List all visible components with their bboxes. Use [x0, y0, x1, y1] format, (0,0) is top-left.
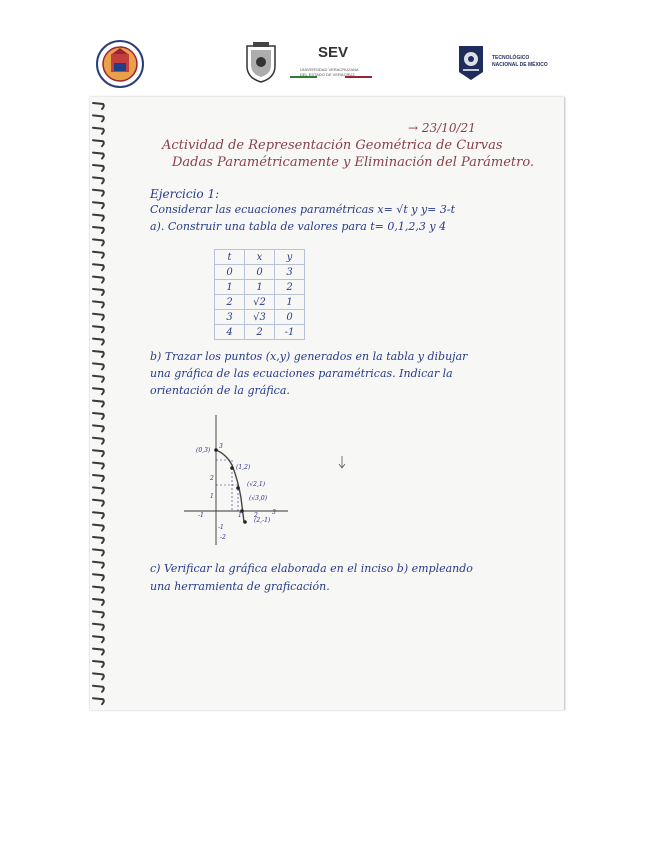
activity-title-line-1: Actividad de Representación Geométrica de Curvas — [162, 138, 503, 153]
table-cell: -1 — [275, 325, 305, 340]
stray-pen-mark — [338, 455, 346, 469]
graph-label-p1: (1,2) — [236, 464, 251, 471]
table-row — [215, 295, 305, 310]
part-c-line-2: una herramienta de graficación. — [150, 580, 330, 593]
table-row — [215, 280, 305, 295]
sev-logo-subtitle-1: UNIVERSIDAD VERACRUZANA — [300, 67, 359, 72]
graph-label-p2: (√2,1) — [247, 481, 266, 488]
sev-logo-subtitle-2: DEL ESTADO DE VERACRUZ — [300, 72, 355, 77]
institute-seal-logo — [96, 40, 144, 88]
graph-label-p4: (2,-1) — [254, 517, 271, 524]
graph-tick-x1: 1 — [238, 512, 242, 519]
graph-tick-yneg1: -1 — [218, 524, 224, 531]
tecnm-logo-text-2: NACIONAL DE MÉXICO — [492, 62, 548, 68]
table-cell: 3 — [215, 310, 245, 325]
table-cell: 1 — [275, 295, 305, 310]
part-c-line-1: c) Verificar la gráfica elaborada en el inciso b) empleando — [150, 562, 473, 575]
table-cell: 2 — [245, 325, 275, 340]
table-header-t: t — [215, 250, 245, 265]
part-b-line-3: orientación de la gráfica. — [150, 384, 290, 397]
table-cell: 1 — [245, 280, 275, 295]
graph-tick-x2: 2 — [254, 512, 258, 519]
table-row — [215, 265, 305, 280]
sev-logo-stripe — [290, 63, 372, 65]
graph-tick-y2: 2 — [210, 475, 214, 482]
exercise-heading: Ejercicio 1: — [150, 187, 220, 201]
exercise-statement: Considerar las ecuaciones paramétricas x= √t y y= 3-t — [150, 203, 456, 216]
table-header-y: y — [275, 250, 305, 265]
table-cell: √2 — [245, 295, 275, 310]
activity-title-line-2: Dadas Paramétricamente y Eliminación del Parámetro. — [172, 155, 535, 170]
graph-label-p3: (√3,0) — [249, 495, 268, 502]
table-cell: 0 — [245, 265, 275, 280]
table-cell: 4 — [215, 325, 245, 340]
graph-tick-yneg2: -2 — [220, 534, 226, 541]
table-cell: 0 — [275, 310, 305, 325]
part-b-line-1: b) Trazar los puntos (x,y) generados en la tabla y dibujar — [150, 350, 468, 363]
graph-tick-xneg1: -1 — [198, 512, 204, 519]
tecnm-logo-text-1: TECNOLÓGICO — [492, 55, 530, 61]
table-row — [215, 310, 305, 325]
graph-tick-x3: 3 — [272, 509, 276, 516]
table-cell: 2 — [215, 295, 245, 310]
part-a-statement: a). Construir una tabla de valores para t= 0,1,2,3 y 4 — [150, 220, 447, 233]
table-cell: 1 — [215, 280, 245, 295]
table-header-x: x — [245, 250, 275, 265]
date-label: → 23/10/21 — [408, 121, 476, 135]
spiral-binding — [90, 97, 112, 710]
values-table — [214, 249, 305, 340]
table-cell: √3 — [245, 310, 275, 325]
table-cell: 2 — [275, 280, 305, 295]
parametric-sketch — [180, 410, 300, 550]
graph-tick-y3: 3 — [219, 443, 223, 450]
graph-label-p0: (0,3) — [196, 447, 211, 454]
table-cell: 3 — [275, 265, 305, 280]
graph-tick-y1: 1 — [210, 493, 214, 500]
tecnm-logo-icon — [456, 42, 486, 82]
veracruz-shield-logo — [243, 40, 279, 84]
table-header-row — [215, 250, 305, 265]
table-row — [215, 325, 305, 340]
part-b-line-2: una gráfica de las ecuaciones paramétricas. Indicar la — [150, 367, 453, 380]
table-cell: 0 — [215, 265, 245, 280]
sev-logo-title: SEV — [318, 44, 349, 61]
